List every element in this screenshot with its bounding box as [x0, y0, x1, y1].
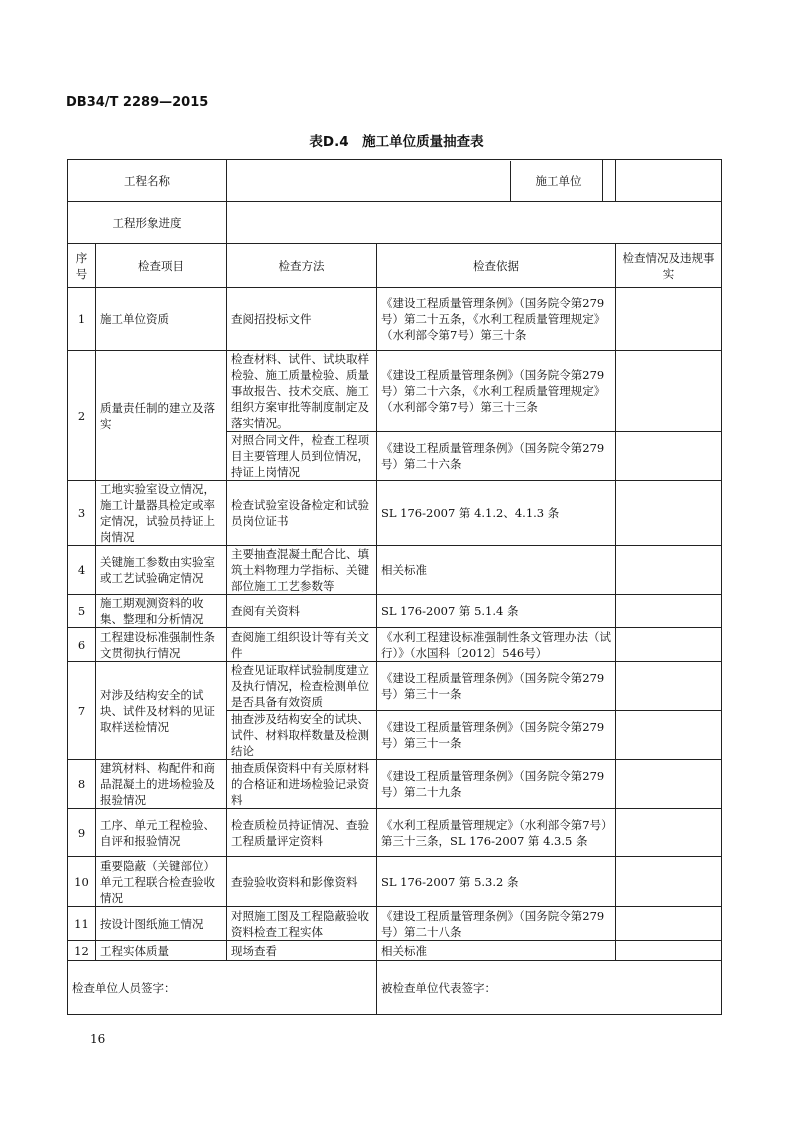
- row-result[interactable]: [616, 857, 722, 907]
- table-row: [68, 351, 722, 432]
- row-basis: SL 176-2007 第 4.1.2、4.1.3 条: [377, 481, 616, 546]
- inspected-signature[interactable]: 被检查单位代表签字：: [377, 961, 722, 1015]
- row-item: 对涉及结构安全的试块、试件及材料的见证取样送检情况: [96, 662, 227, 760]
- row-no: 4: [68, 546, 96, 595]
- row-no: 1: [68, 288, 96, 351]
- table-caption: 表D.4 施工单位质量抽查表: [309, 134, 484, 150]
- row-item: 工序、单元工程检验、自评和报验情况: [96, 809, 227, 857]
- row-item: 工程建设标准强制性条文贯彻执行情况: [96, 628, 227, 662]
- quality-check-table: [67, 159, 722, 1015]
- row-item: 施工期观测资料的收集、整理和分析情况: [96, 595, 227, 628]
- row-no: 5: [68, 595, 96, 628]
- project-name-value[interactable]: [227, 160, 603, 202]
- row-basis: 《建设工程质量管理条例》（国务院令第279号）第二十九条: [377, 760, 616, 809]
- row-no: 2: [68, 351, 96, 481]
- row-result-2[interactable]: [616, 432, 722, 481]
- page-number: 16: [90, 1032, 106, 1046]
- table-row: [68, 760, 722, 809]
- table-row: [68, 481, 722, 546]
- row-basis: 《建设工程质量管理条例》（国务院令第279号）第二十六条，《水利工程质量管理规定》（水利部令第7号）第三十三条: [377, 351, 616, 432]
- row-result[interactable]: [616, 628, 722, 662]
- row-result[interactable]: [616, 809, 722, 857]
- row-method: 检查试验室设备检定和试验员岗位证书: [227, 481, 377, 546]
- table-row: [68, 857, 722, 907]
- row-no: 9: [68, 809, 96, 857]
- row-method-2: 抽查涉及结构安全的试块、试件、材料取样数量及检测结论: [227, 711, 377, 760]
- row-result[interactable]: [616, 481, 722, 546]
- row-item: 建筑材料、构配件和商品混凝土的进场检验及报验情况: [96, 760, 227, 809]
- row-item: 施工单位资质: [96, 288, 227, 351]
- row-basis: 《水利工程建设标准强制性条文管理办法（试行）》（水国科〔2012〕546号）: [377, 628, 616, 662]
- row-no: 8: [68, 760, 96, 809]
- col-header-result: 检查情况及违规事实: [616, 244, 722, 288]
- table-row: [68, 546, 722, 595]
- row-item: 重要隐蔽（关键部位）单元工程联合检查验收情况: [96, 857, 227, 907]
- contractor-value[interactable]: [616, 160, 722, 202]
- row-no: 7: [68, 662, 96, 760]
- row-basis-2: 《建设工程质量管理条例》（国务院令第279号）第三十一条: [377, 711, 616, 760]
- row-result[interactable]: [616, 662, 722, 711]
- row-method: 查阅有关资料: [227, 595, 377, 628]
- row-result[interactable]: [616, 351, 722, 432]
- col-header-no: 序号: [68, 244, 96, 288]
- row-method: 查阅施工组织设计等有关文件: [227, 628, 377, 662]
- table-row: [68, 288, 722, 351]
- row-result[interactable]: [616, 760, 722, 809]
- row-no: 3: [68, 481, 96, 546]
- row-result[interactable]: [616, 288, 722, 351]
- col-header-basis: 检查依据: [377, 244, 616, 288]
- row-item: 工程实体质量: [96, 941, 227, 961]
- row-method: 查验验收资料和影像资料: [227, 857, 377, 907]
- row-basis-2: 《建设工程质量管理条例》（国务院令第279号）第二十六条: [377, 432, 616, 481]
- row-method: 主要抽查混凝土配合比、填筑土料物理力学指标、关键部位施工工艺参数等: [227, 546, 377, 595]
- row-method: 检查材料、试件、试块取样检验、施工质量检验、质量事故报告、技术交底、施工组织方案审批等制度制定及落实情况。: [227, 351, 377, 432]
- table-row: [68, 907, 722, 941]
- row-basis: 《建设工程质量管理条例》（国务院令第279号）第三十一条: [377, 662, 616, 711]
- contractor-label: 施工单位: [510, 161, 603, 201]
- table-row: [68, 941, 722, 961]
- info-row-progress: [68, 202, 722, 244]
- row-basis: 相关标准: [377, 941, 616, 961]
- progress-label: 工程形象进度: [68, 202, 227, 244]
- row-method: 检查质检员持证情况、查验工程质量评定资料: [227, 809, 377, 857]
- row-method: 抽查质保资料中有关原材料的合格证和进场检验记录资料: [227, 760, 377, 809]
- signature-row: [68, 961, 722, 1015]
- inspector-signature[interactable]: 检查单位人员签字：: [68, 961, 377, 1015]
- table-row: [68, 595, 722, 628]
- col-header-item: 检查项目: [96, 244, 227, 288]
- row-basis: SL 176-2007 第 5.3.2 条: [377, 857, 616, 907]
- row-item: 关键施工参数由实验室或工艺试验确定情况: [96, 546, 227, 595]
- info-row-project: [68, 160, 722, 202]
- standard-code: DB34/T 2289—2015: [66, 95, 209, 110]
- col-header-method: 检查方法: [227, 244, 377, 288]
- column-header-row: [68, 244, 722, 288]
- row-result[interactable]: [616, 907, 722, 941]
- row-no: 10: [68, 857, 96, 907]
- row-item: 工地实验室设立情况，施工计量器具检定或率定情况，试验员持证上岗情况: [96, 481, 227, 546]
- table-row: [68, 628, 722, 662]
- table-row: [68, 809, 722, 857]
- row-basis: 《水利工程质量管理规定》（水利部令第7号）第三十三条，SL 176-2007 第 4.3.5 条: [377, 809, 616, 857]
- row-basis: 《建设工程质量管理条例》（国务院令第279号）第二十五条，《水利工程质量管理规定》（水利部令第7号）第三十条: [377, 288, 616, 351]
- progress-value[interactable]: [227, 202, 722, 244]
- row-method: 检查见证取样试验制度建立及执行情况，检查检测单位是否具备有效资质: [227, 662, 377, 711]
- row-no: 12: [68, 941, 96, 961]
- row-result[interactable]: [616, 595, 722, 628]
- row-method: 查阅招投标文件: [227, 288, 377, 351]
- row-item: 按设计图纸施工情况: [96, 907, 227, 941]
- row-method: 对照施工图及工程隐蔽验收资料检查工程实体: [227, 907, 377, 941]
- row-method: 现场查看: [227, 941, 377, 961]
- row-basis: 相关标准: [377, 546, 616, 595]
- row-result[interactable]: [616, 941, 722, 961]
- row-result-2[interactable]: [616, 711, 722, 760]
- row-result[interactable]: [616, 546, 722, 595]
- table-row: [68, 662, 722, 711]
- project-name-label: 工程名称: [68, 160, 227, 202]
- contractor-label-spacer: [603, 160, 616, 202]
- row-method-2: 对照合同文件，检查工程项目主要管理人员到位情况，持证上岗情况: [227, 432, 377, 481]
- row-no: 6: [68, 628, 96, 662]
- row-basis: 《建设工程质量管理条例》（国务院令第279号）第二十八条: [377, 907, 616, 941]
- row-no: 11: [68, 907, 96, 941]
- row-basis: SL 176-2007 第 5.1.4 条: [377, 595, 616, 628]
- row-item: 质量责任制的建立及落实: [96, 351, 227, 481]
